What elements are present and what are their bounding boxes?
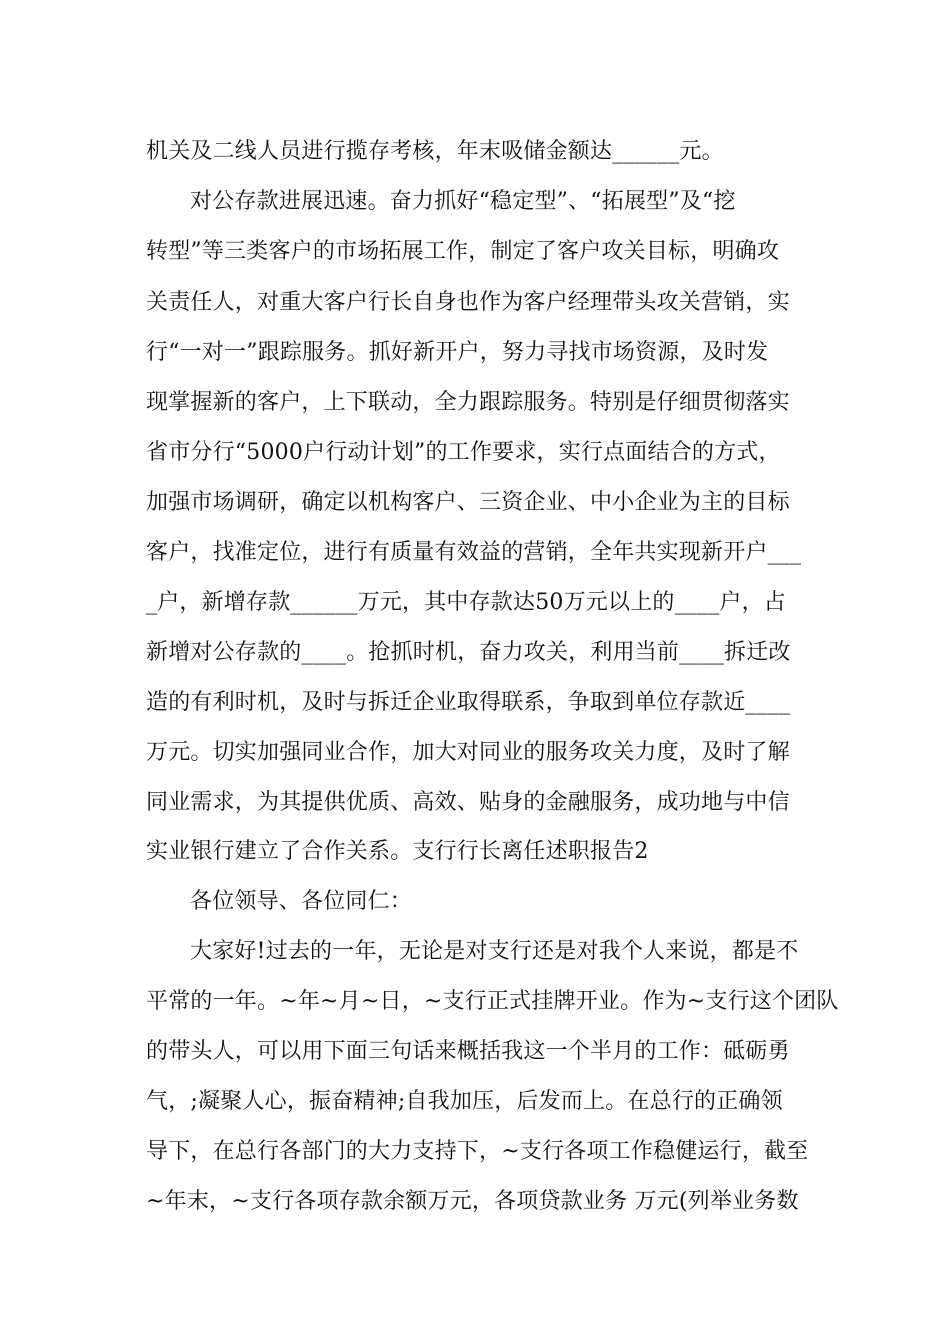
text-line: _户，新增存款______万元，其中存款达50万元以上的____户，占	[146, 590, 786, 615]
text-line: 新增对公存款的____。抢抓时机，奋力攻关，利用当前____拆迁改	[146, 640, 791, 665]
text-line: 行“一对一”跟踪服务。抓好新开户，努力寻找市场资源，及时发	[146, 340, 769, 365]
text-line: 实业银行建立了合作关系。支行行长离任述职报告2	[146, 839, 649, 864]
text-line: 省市分行“5000户行动计划”的工作要求，实行点面结合的方式，	[146, 440, 781, 465]
text-line: 加强市场调研，确定以机构客户、三资企业、中小企业为主的目标	[146, 490, 790, 515]
text-line: 的带头人，可以用下面三句话来概括我这一个半月的工作：砥砺勇	[146, 1039, 790, 1064]
text-line: 造的有利时机，及时与拆迁企业取得联系，争取到单位存款近____	[146, 690, 791, 715]
text-line: ~年末，~支行各项存款余额万元，各项贷款业务 万元(列举业务数	[146, 1189, 799, 1214]
text-line: 导下，在总行各部门的大力支持下，~支行各项工作稳健运行，截至	[146, 1139, 809, 1164]
text-line: 机关及二线人员进行揽存考核，年末吸储金额达______元。	[146, 139, 724, 164]
salutation-line: 各位领导、各位同仁：	[190, 889, 413, 914]
text-line: 关责任人，对重大客户行长自身也作为客户经理带头攻关营销，实	[146, 290, 790, 315]
text-line: 客户，找准定位，进行有质量有效益的营销，全年共实现新开户___	[146, 540, 802, 565]
text-line: 平常的一年。~年~月~日，~支行正式挂牌开业。作为~支行这个团队	[146, 989, 839, 1014]
text-line: 气，;凝聚人心，振奋精神;自我加压，后发而上。在总行的正确领	[146, 1089, 783, 1114]
text-line: 同业需求，为其提供优质、高效、贴身的金融服务，成功地与中信	[146, 790, 790, 815]
paragraph-start-line: 大家好!过去的一年，无论是对支行还是对我个人来说，都是不	[190, 939, 799, 964]
text-line: 现掌握新的客户，上下联动，全力跟踪服务。特别是仔细贯彻落实	[146, 390, 790, 415]
text-line: 万元。切实加强同业合作，加大对同业的服务攻关力度，及时了解	[146, 740, 790, 765]
text-line: 转型”等三类客户的市场拓展工作，制定了客户攻关目标，明确攻	[146, 239, 780, 264]
paragraph-start-line: 对公存款进展迅速。奋力抓好“稳定型”、“拓展型”及“挖	[190, 189, 736, 214]
